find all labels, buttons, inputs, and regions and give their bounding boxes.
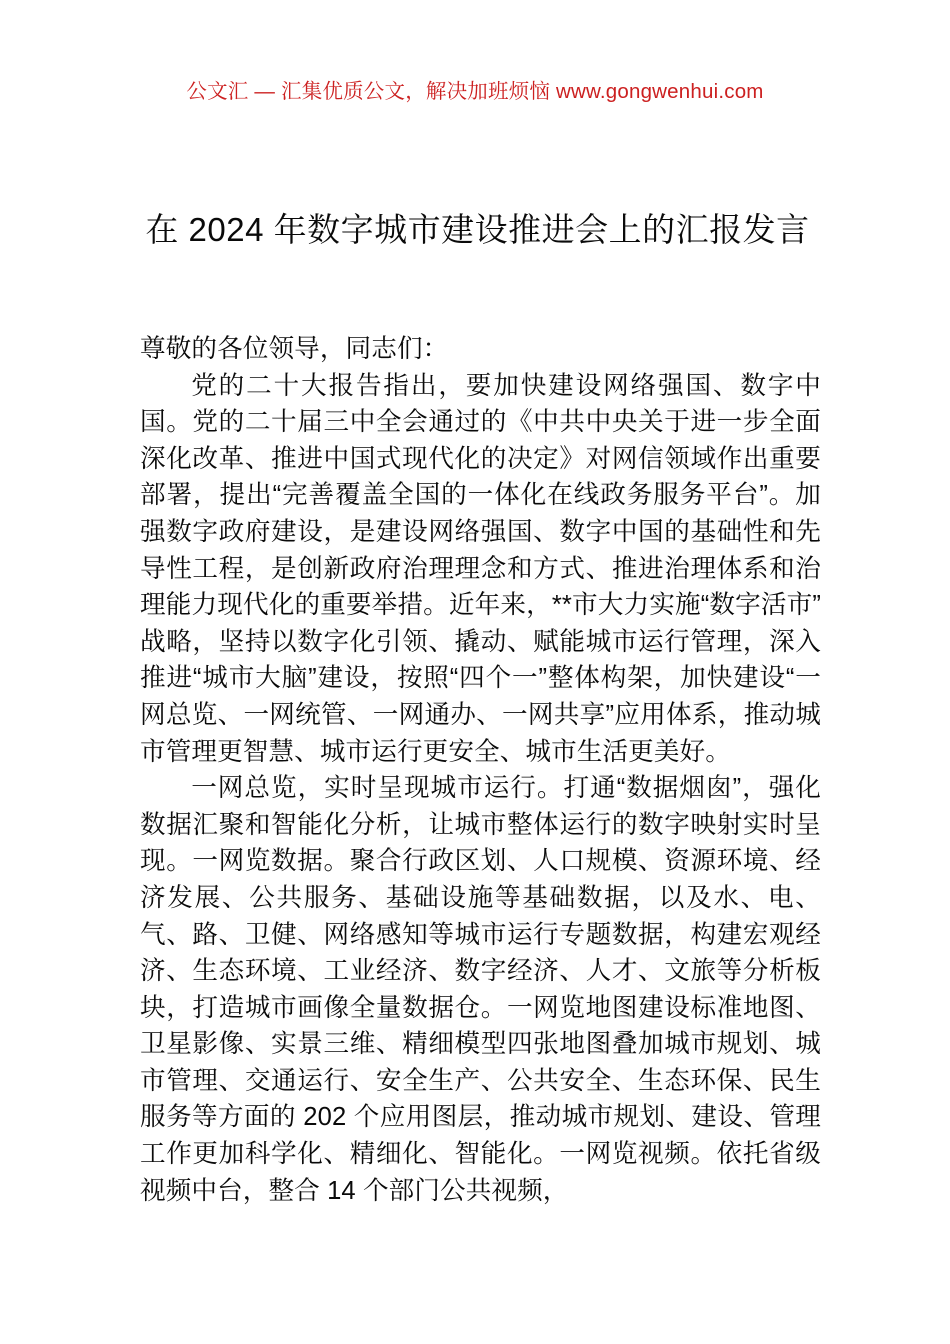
body-paragraph: 一网总览，实时呈现城市运行。打通“数据烟囱”，强化数据汇聚和智能化分析，让城市整体运行的数字映射实时呈现。一网览数据。聚合行政区划、人口规模、资源环境、经济发展、公共服务、基础设施等基础数据，以及水、电、气、路、卫健、网络感知等城市运行专题数据，构建宏观经济、生态环境、工业经济、数字经济、人才、文旅等分析板块，打造城市画像全量数据仓。一网览地图建设标准地图、卫星影像、实景三维、精细模型四张地图叠加城市规划、城市管理、交通运行、安全生产、公共安全、生态环保、民生服务等方面的 202 个应用图层，推动城市规划、建设、管理工作更加科学化、精细化、智能化。一网览视频。依托省级视频中台，整合 14 个部门公共视频， <box>140 774 821 1205</box>
document-title: 在 2024 年数字城市建设推进会上的汇报发言 <box>145 211 810 249</box>
salutation: 尊敬的各位领导，同志们： <box>140 335 449 363</box>
watermark-slogan: 公文汇 — 汇集优质公文，解决加班烦恼 <box>186 80 556 103</box>
body-paragraph: 党的二十大报告指出，要加快建设网络强国、数字中国。党的二十届三中全会通过的《中共中央关于进一步全面深化改革、推进中国式现代化的决定》对网信领域作出重要部署，提出“完善覆盖全国的一体化在线政务服务平台”。加强数字政府建设，是建设网络强国、数字中国的基础性和先导性工程，是创新政府治理理念和方式、推进治理体系和治理能力现代化的重要举措。近年来，**市大力实施“数字活市”战略，坚持以数字化引领、撬动、赋能城市运行管理，深入推进“城市大脑”建设，按照“四个一”整体构架，加快建设“一网总览、一网统管、一网通办、一网共享”应用体系，推动城市管理更智慧、城市运行更安全、城市生活更美好。 <box>140 371 821 766</box>
watermark-url: www.gongwenhui.com <box>556 80 764 103</box>
site-watermark <box>0 78 950 106</box>
document-body <box>140 331 821 1209</box>
